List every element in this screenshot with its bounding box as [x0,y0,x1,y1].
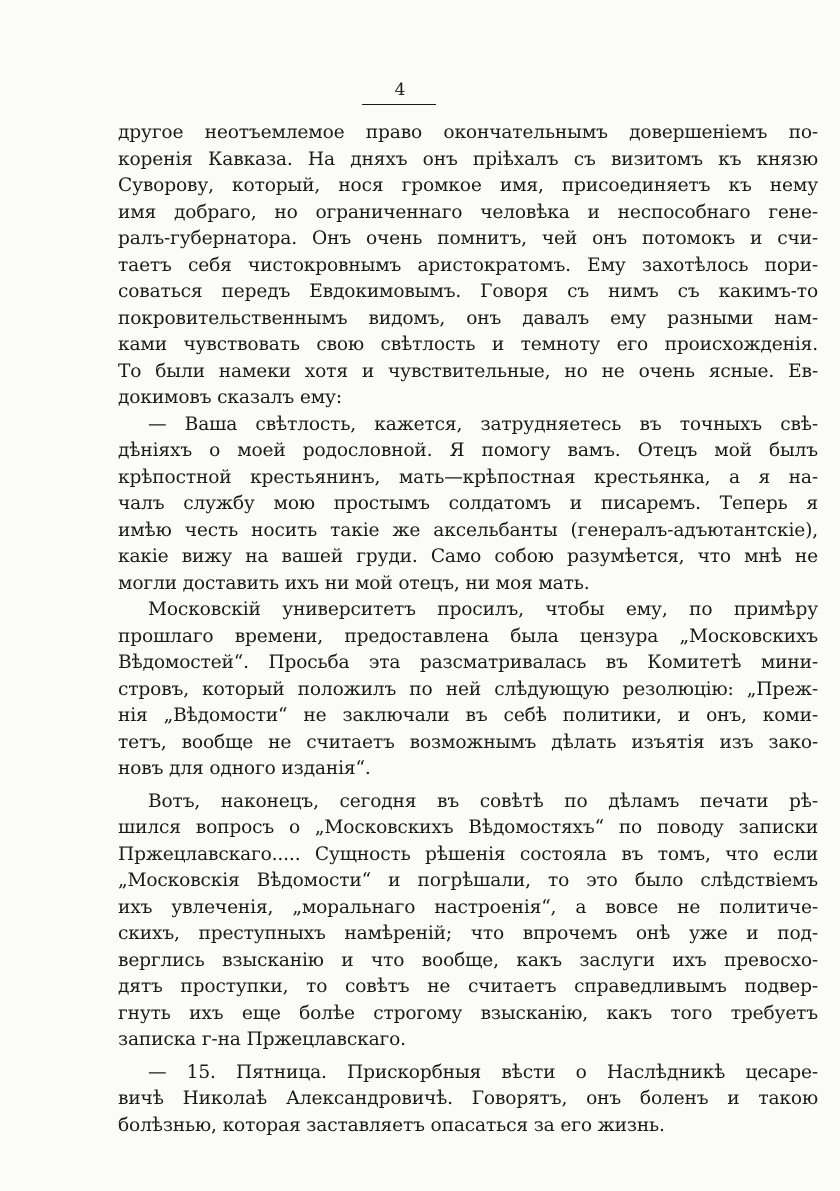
text-line: какіе вижу на вашей груди. Само собою разумѣется, что мнѣ не [118,546,818,567]
text-line: дѣніяхъ о моей родословной. Я помогу вамъ. Отецъ мой былъ [118,440,818,461]
text-line: Пржецлавскаго..... Сущность рѣшенія состояла въ томъ, что если [118,843,818,865]
text-line: таетъ себя чистокровнымъ аристократомъ. Ему захотѣлось пори- [118,254,818,276]
text-line: — Ваша свѣтлость, кажется, затрудняетесь въ точныхъ свѣ- [148,413,818,435]
text-line: записка г-на Пржецлавскаго. [118,1029,406,1050]
text-line: Московскій университетъ просилъ, чтобы ему, по примѣру [148,599,818,620]
text-line: чалъ службу мою простымъ солдатомъ и писаремъ. Теперь я [118,493,818,514]
text-line: стровъ, который положилъ по ней слѣдующую резолюцію: „Преж- [118,678,818,700]
text-line: новъ для одного изданія“. [118,758,371,779]
header-rule [362,104,436,105]
text-line: „Московскія Вѣдомости“ и погрѣшали, то это было слѣдствіемъ [118,870,818,891]
text-line: То были намеки хотя и чувствительные, но не очень ясные. Ев- [118,360,818,382]
text-line: тетъ, вообще не считаетъ возможнымъ дѣлать изъятія изъ зако- [118,731,818,753]
text-line: болѣзнью, которая заставляетъ опасаться за его жизнь. [118,1114,665,1136]
text-line: коренія Кавказа. На дняхъ онъ пріѣхалъ съ визитомъ къ князю [118,148,818,170]
text-line: имѣю честь носить такіе же аксельбанты (генералъ-адъютантскіе), [118,519,818,541]
text-line: докимовъ сказалъ ему: [118,387,342,408]
text-line: ихъ увлеченія, „моральнаго настроенія“, а вовсе не политиче- [118,896,818,918]
text-line: вичѣ Николаѣ Александровичѣ. Говорятъ, онъ боленъ и такою [118,1088,818,1109]
text-line: покровительственнымъ видомъ, онъ давалъ ему разными нам- [118,307,818,329]
text-line: имя добраго, но ограниченнаго человѣка и неспособнаго гене- [118,201,818,223]
text-line: Вотъ, наконецъ, сегодня въ совѣтѣ по дѣламъ печати рѣ- [148,790,818,812]
text-line: Суворову, который, нося громкое имя, присоединяетъ къ нему [118,175,818,196]
text-line: соваться передъ Евдокимовымъ. Говоря съ нимъ съ какимъ-то [118,281,818,302]
text-line: дятъ проступки, то совѣтъ не считаетъ справедливымъ подвер- [118,976,818,997]
text-line: шился вопросъ о „Московскихъ Вѣдомостяхъ“ по поводу записки [118,817,818,838]
text-line: Вѣдомостей“. Просьба эта разсматривалась въ Комитетѣ мини- [118,652,818,673]
text-line: — 15. Пятница. Прискорбныя вѣсти о Наслѣдникѣ цесаре- [148,1061,818,1083]
body-text [118,120,818,1139]
text-line: нія „Вѣдомости“ не заключали въ себѣ политики, и онъ, коми- [118,705,818,726]
text-line: ралъ-губернатора. Онъ очень помнитъ, чей онъ потомокъ и счи- [118,228,818,249]
text-line: другое неотъемлемое право окончательнымъ довершеніемъ по- [118,122,818,143]
page-number: 4 [394,80,406,100]
text-line: скихъ, преступныхъ намѣреній; что впрочемъ онѣ уже и под- [118,923,818,944]
text-line: ками чувствовать свою свѣтлость и темноту его происхожденія. [118,334,818,355]
text-line: могли доставить ихъ ни мой отецъ, ни моя мать. [118,572,590,594]
text-line: крѣпостной крестьянинъ, мать—крѣпостная крестьянка, а я на- [118,466,818,488]
text-line: гнуть ихъ еще болѣе строгому взысканію, какъ того требуетъ [118,1002,818,1024]
text-line: прошлаго времени, предоставлена была цензура „Московскихъ [118,625,818,647]
text-line: верглись взысканію и что вообще, какъ заслуги ихъ превосхо- [118,949,818,971]
